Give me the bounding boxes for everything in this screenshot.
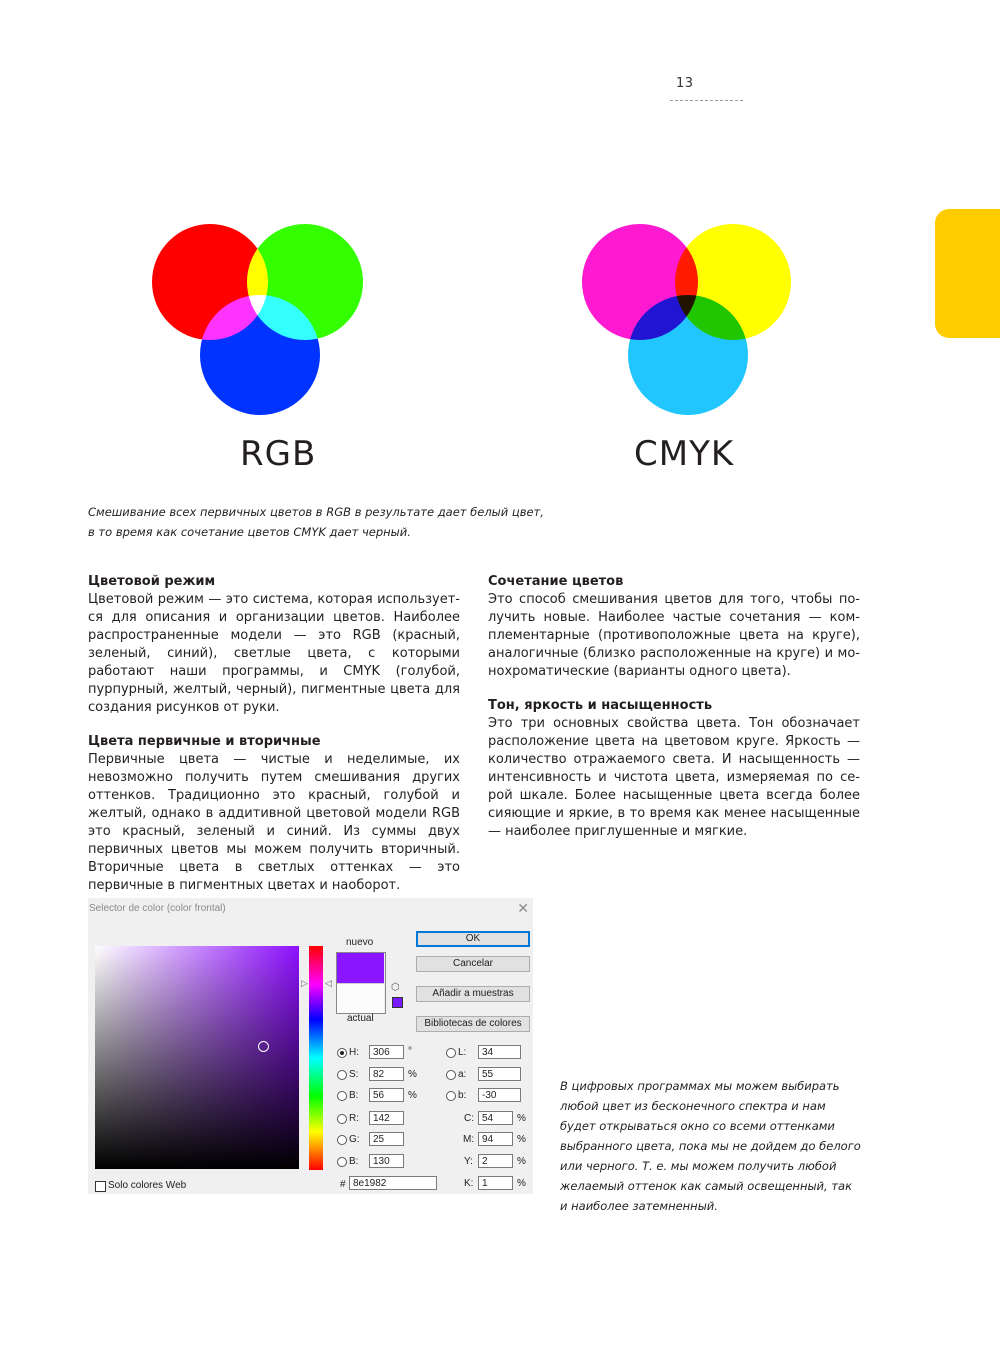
hue-slider[interactable] bbox=[309, 946, 323, 1170]
page-number-rule bbox=[670, 100, 743, 101]
hash-label: # bbox=[340, 1179, 346, 1190]
rgb-blue-circle bbox=[200, 295, 320, 415]
web-colors-checkbox[interactable] bbox=[95, 1181, 106, 1192]
l-label: L: bbox=[458, 1047, 467, 1058]
swatch-frame bbox=[336, 952, 386, 1014]
m-label: M: bbox=[463, 1134, 475, 1145]
r-label: R: bbox=[349, 1113, 359, 1124]
section-title-primary-secondary: Цвета первичные и вторичные bbox=[88, 734, 321, 749]
g-radio[interactable] bbox=[337, 1135, 347, 1145]
hex-input[interactable]: 8e1982 bbox=[349, 1176, 437, 1190]
y-unit: % bbox=[517, 1156, 526, 1167]
caption-line: В цифровых программах мы можем выбирать bbox=[560, 1079, 840, 1093]
rgb-label: RGB bbox=[240, 434, 317, 474]
cmyk-label: CMYK bbox=[634, 434, 735, 474]
page-number: 13 bbox=[676, 76, 694, 91]
h-input[interactable]: 306 bbox=[369, 1045, 404, 1059]
cube-icon[interactable]: ⬡ bbox=[391, 982, 400, 993]
color-libraries-button[interactable]: Bibliotecas de colores bbox=[416, 1016, 530, 1032]
dialog-caption bbox=[560, 1076, 861, 1216]
section-text-color-mode: Цветовой режим — это система, которая используется для описания и организации цветов. Наиболее распространенные модели — это RGB (красный, зеленый, синий), светлые цвета, с которыми работают наши программы, и CMYK (голубой, пурпурный, желтый, черный), пигментные цвета для создания рисунков от руки. bbox=[88, 592, 460, 715]
dialog-title: Selector de color (color frontal) bbox=[89, 903, 226, 914]
lab-b-label: b: bbox=[458, 1090, 467, 1101]
k-input[interactable]: 1 bbox=[478, 1176, 513, 1190]
color-marker[interactable] bbox=[258, 1041, 269, 1052]
s-unit: % bbox=[408, 1069, 417, 1080]
section-title-hue-brightness: Тон, яркость и насыщенность bbox=[488, 698, 713, 713]
b-radio[interactable] bbox=[337, 1091, 347, 1101]
left-column bbox=[88, 573, 460, 911]
a-input[interactable]: 55 bbox=[478, 1067, 521, 1081]
l-input[interactable]: 34 bbox=[478, 1045, 521, 1059]
lab-b-radio[interactable] bbox=[446, 1091, 456, 1101]
cancel-button[interactable]: Cancelar bbox=[416, 956, 530, 972]
m-input[interactable]: 94 bbox=[478, 1132, 513, 1146]
cmyk-cyan-circle bbox=[628, 295, 748, 415]
r-input[interactable]: 142 bbox=[369, 1111, 404, 1125]
lab-b-input[interactable]: -30 bbox=[478, 1088, 521, 1102]
current-label: actual bbox=[347, 1013, 374, 1024]
m-unit: % bbox=[517, 1134, 526, 1145]
ok-button[interactable]: OK bbox=[416, 931, 530, 947]
blue-radio[interactable] bbox=[337, 1157, 347, 1167]
section-text-hue-brightness: Это три основных свойства цвета. Тон обозначает расположение цвета на цветовом круге. Яркость — количество отражаемого света. И насыщенность — интенсивность и чистота цвета, измеряемая по серой шкале. Более насыщенные цвета всегда более сияющие и яркие, в то время как менее насыщенные — наиболее приглушенные и мягкие. bbox=[488, 716, 860, 839]
caption-line: любой цвет из бесконечного спектра и нам bbox=[560, 1099, 826, 1113]
hue-slider-arrow-left-icon[interactable]: ▷ bbox=[301, 978, 308, 988]
caption-line: Смешивание всех первичных цветов в RGB в результате дает белый цвет, bbox=[88, 505, 544, 519]
s-label: S: bbox=[349, 1069, 359, 1080]
y-label: Y: bbox=[464, 1156, 473, 1167]
new-label: nuevo bbox=[346, 937, 374, 948]
web-color-swatch[interactable] bbox=[392, 997, 403, 1008]
right-column bbox=[488, 573, 860, 857]
h-label: H: bbox=[349, 1047, 359, 1058]
s-input[interactable]: 82 bbox=[369, 1067, 404, 1081]
k-label: K: bbox=[464, 1178, 474, 1189]
a-label: a: bbox=[458, 1069, 467, 1080]
h-radio[interactable] bbox=[337, 1048, 347, 1058]
caption-line: в то время как сочетание цветов CMYK дает черный. bbox=[88, 525, 411, 539]
g-input[interactable]: 25 bbox=[369, 1132, 404, 1146]
color-picker-dialog bbox=[88, 898, 533, 1194]
caption-line: выбранного цвета, пока мы не дойдем до белого bbox=[560, 1139, 861, 1153]
l-radio[interactable] bbox=[446, 1048, 456, 1058]
section-text-primary-secondary: Первичные цвета — чистые и неделимые, их невозможно получить путем смешивания других оттенков. Традиционно это красный, голубой и желтый, однако в аддитивной цветовой модели RGB это красный, зеленый и синий. Из суммы двух первичных цветов мы можем получить вторичный. Вторичные цвета в светлых оттенках — это первичные в пигментных цветах и наоборот. bbox=[88, 752, 460, 893]
section-title-color-mode: Цветовой режим bbox=[88, 574, 216, 589]
rgb-diagram bbox=[150, 215, 375, 425]
b-input[interactable]: 56 bbox=[369, 1088, 404, 1102]
blue-input[interactable]: 130 bbox=[369, 1154, 404, 1168]
b-label: B: bbox=[349, 1090, 359, 1101]
color-field[interactable] bbox=[95, 946, 299, 1169]
close-icon[interactable]: ✕ bbox=[517, 900, 529, 916]
diagram-caption bbox=[88, 502, 544, 542]
c-input[interactable]: 54 bbox=[478, 1111, 513, 1125]
c-unit: % bbox=[517, 1113, 526, 1124]
s-radio[interactable] bbox=[337, 1070, 347, 1080]
section-text-combinations: Это способ смешивания цветов для того, чтобы получить новые. Наиболее частые сочетания — комплементарные (противоположные цвета на круге), аналогичные (близко расположенные на круге) и монохроматические (варианты одного цвета). bbox=[488, 592, 860, 679]
caption-line: и наиболее затемненный. bbox=[560, 1199, 718, 1213]
a-radio[interactable] bbox=[446, 1070, 456, 1080]
hue-slider-arrow-right-icon[interactable]: ◁ bbox=[325, 978, 332, 988]
h-unit: ° bbox=[408, 1046, 412, 1057]
r-radio[interactable] bbox=[337, 1114, 347, 1124]
caption-line: желаемый оттенок как самый освещенный, так bbox=[560, 1179, 853, 1193]
y-input[interactable]: 2 bbox=[478, 1154, 513, 1168]
section-title-combinations: Сочетание цветов bbox=[488, 574, 624, 589]
cmyk-diagram bbox=[580, 215, 805, 425]
blue-label: B: bbox=[349, 1156, 359, 1167]
c-label: C: bbox=[464, 1113, 474, 1124]
caption-line: будет открываться окно со всеми оттенками bbox=[560, 1119, 835, 1133]
caption-line: или черного. Т. е. мы можем получить любой bbox=[560, 1159, 837, 1173]
web-colors-label: Solo colores Web bbox=[108, 1180, 187, 1191]
chapter-tab bbox=[935, 209, 1000, 338]
add-swatches-button[interactable]: Añadir a muestras bbox=[416, 986, 530, 1002]
g-label: G: bbox=[349, 1134, 360, 1145]
k-unit: % bbox=[517, 1178, 526, 1189]
b-unit: % bbox=[408, 1090, 417, 1101]
